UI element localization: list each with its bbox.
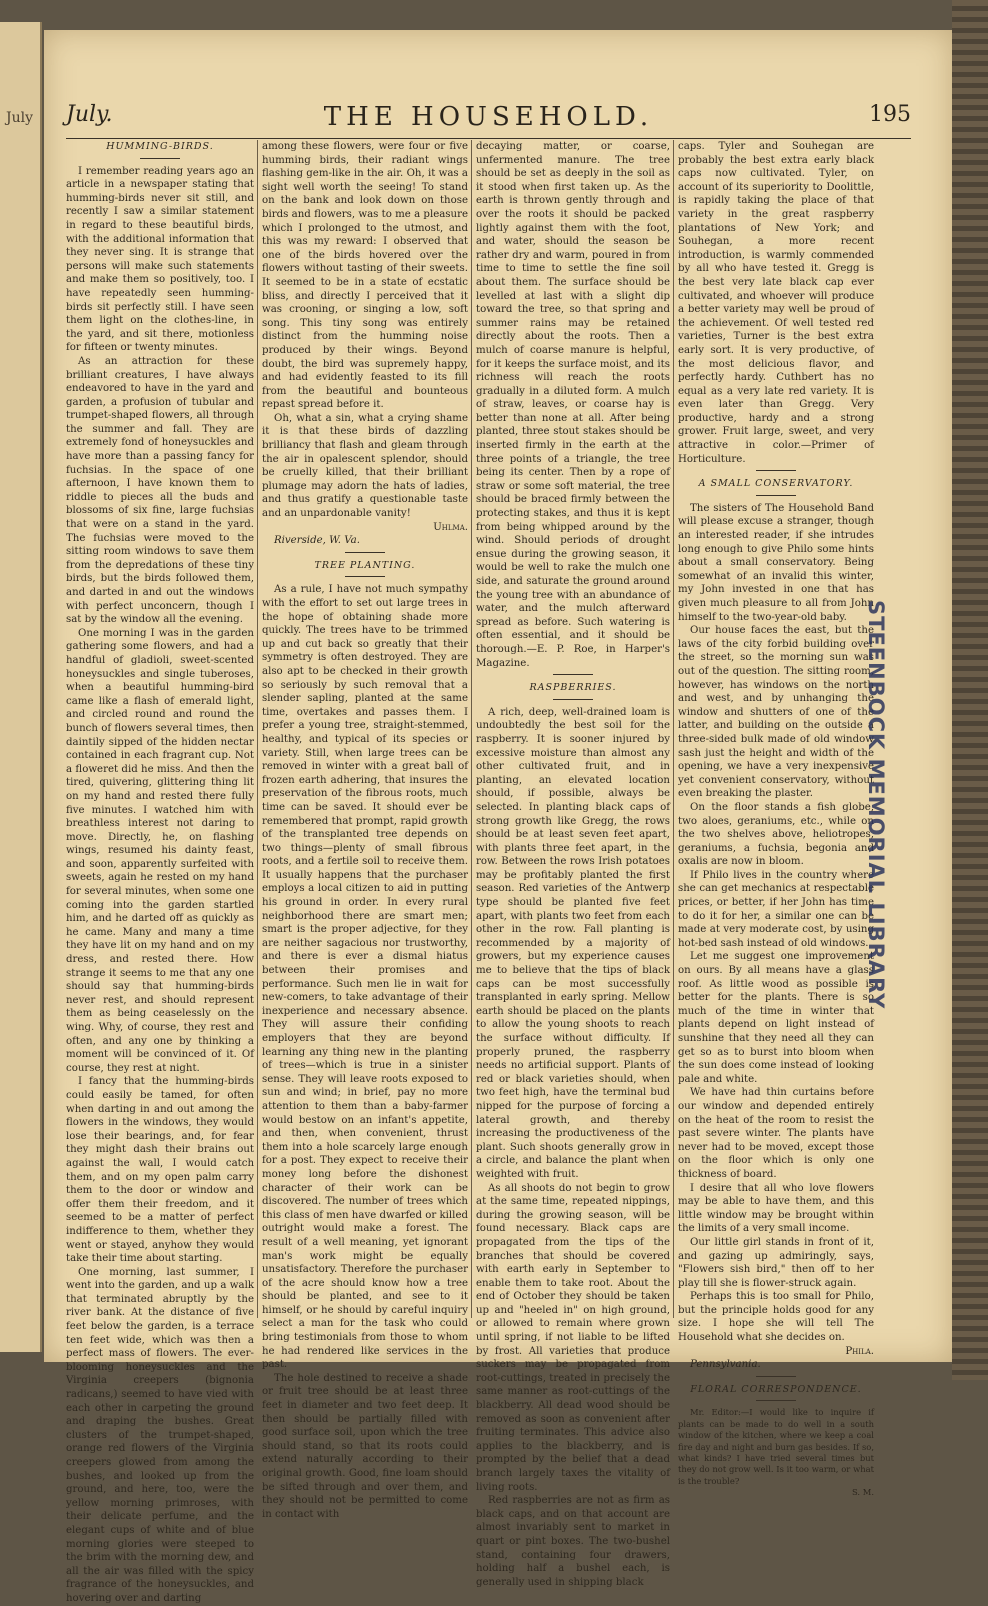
article-heading-raspberries: RASPBERRIES. xyxy=(529,682,617,694)
column-3 xyxy=(476,140,670,1588)
paragraph: Our house faces the east, but the laws of the city forbid building over the street, so the morning sun was out of the question. The sitting room, however, has windows on the north and west, and by unhanging the window and shutters of one of the latter, and building on the outside a three-sided bulk made of old window sash just the height and width of the opening, we have a very inexpensive yet convenient conservatory, without even breaking the plaster. xyxy=(678,625,874,800)
letter-paragraph: Mr. Editor:—I would like to inquire if plants can be made to do well in a south window of the kitchen, where we keep a coal fire day and night and burn gas besides. If so, what kinds? I have tried several times but they do not grow well. Is it too warm, or what is the trouble? xyxy=(678,1407,874,1486)
author-signature: Phila. xyxy=(845,1345,874,1357)
heading-rule xyxy=(140,158,180,159)
left-page-edge xyxy=(0,22,42,1352)
column-divider xyxy=(471,140,472,1318)
paragraph: Let me suggest one improvement on ours. By all means have a glass roof. As little wood as possible is better for the plants. There is so much of the time in winter that plants depend on light instead of sunshine that they need all they can get so as to burst into bloom when the sun does come instead of looking pale and white. xyxy=(678,951,874,1085)
column-1 xyxy=(66,140,254,1604)
paragraph: among these flowers, were four or five humming birds, their radiant wings flashing gem-like in the air. Oh, it was a sight well worth the seeing! To stand on the bank and look down on those birds and flowers, was to me a pleasure which I prolonged to the utmost, and this was my reward: I observed that one of the birds hovered over the flowers without tasting of their sweets. It seemed to be in a state of ecstatic bliss, and directly I perceived that it was crooning, or singing a low, soft song. This tiny song was entirely distinct from the humming noise produced by their wings. Beyond doubt, the bird was supremely happy, and had evidently feasted to its fill from the beautiful and bounteous repast spread before it. xyxy=(262,141,468,411)
column-divider xyxy=(673,140,674,1318)
left-page-header-fragment: July xyxy=(6,110,34,126)
paragraph: I desire that all who love flowers may be able to have them, and this little window may be brought within the limits of a very small income. xyxy=(678,1182,874,1235)
paragraph: As an attraction for these brilliant creatures, I have always endeavored to have in the yard and garden, a profusion of tubular and trumpet-shaped flowers, all through the summer and fall. They are extremely fond of honeysuckles and have more than a passing fancy for fuchsias. In the space of one afternoon, I have known them to riddle to pieces all the buds and blossoms of six fine, large fuchsias that were on a stand in the yard. The fuchsias were moved to the sitting room windows to save them from the depredations of these tiny birds, but the birds followed them, and darted in and out the windows with perfect unconcern, though I sat by the window all the evening. xyxy=(66,355,254,626)
paragraph: A rich, deep, well-drained loam is undoubtedly the best soil for the raspberry. It is sooner injured by excessive moisture than almost any other cultivated fruit, and in planting, an elevated location should, if possible, always be selected. In planting black caps of strong growth like Gregg, the rows should be at least seven feet apart, with plants three feet apart, in the row. Between the rows Irish potatoes may be profitably planted the first season. Red varieties of the Antwerp type should be planted five feet apart, with plants two feet from each other in the row. Fall planting is recommended by a majority of growers, but my experience causes me to believe that the tips of black caps can be most successfully transplanted in early spring. Mellow earth should be placed on the plants to allow the young shoots to reach the surface without difficulty. If properly pruned, the raspberry needs no artificial support. Plants of red or black varieties should, when two feet high, have the terminal bud nipped for the purpose of forcing a lateral growth, and thereby increasing the productiveness of the plant. Such shoots generally grow in a circle, and balance the plant when weighted with fruit. xyxy=(476,706,670,1180)
column-4 xyxy=(678,140,874,1498)
paragraph: One morning, last summer, I went into the garden, and up a walk that terminated abruptly by the river bank. At the distance of five feet below the garden, is a terrace ten feet wide, which was then a perfect mass of flowers. The ever-blooming honeysuckles and the Virginia creepers (bignonia radicans,) seemed to have vied with each other in carpeting the ground and draping the bushes. Great clusters of the trumpet-shaped, orange red flowers of the Virginia creepers glowed from among the bushes, and looked up from the ground, and here, too, were the yellow morning primroses, with their delicate perfume, and the elegant cups of white and of blue morning glories were steeped to the brim with the morning dew, and all the air was filled with the spicy fragrance of the honeysuckles, and hovering over and darting xyxy=(66,1266,254,1604)
page-number: 195 xyxy=(869,102,911,127)
publication-title: THE HOUSEHOLD. xyxy=(323,102,654,132)
article-heading-tree-planting: TREE PLANTING. xyxy=(314,559,416,571)
paragraph: Oh, what a sin, what a crying shame it is that these birds of dazzling brilliancy that flash and gleam through the air in opalescent splendor, should be cruelly killed, that their brilliant plumage may adorn the hats of ladies, and thus gratify a questionable taste and an unpardonable vanity! xyxy=(262,412,468,520)
heading-rule xyxy=(553,699,593,700)
article-heading-humming-birds: HUMMING-BIRDS. xyxy=(106,141,214,152)
paragraph: As all shoots do not begin to grow at the same time, repeated nippings, during the growing season, will be found necessary. Black caps are propagated from the tips of the branches that should be covered with earth early in September to enable them to take root. About the end of October they should be taken up and "heeled in" on high ground, or allowed to remain where grown until spring, if not liable to be lifted by frost. All varieties that produce suckers may be propagated from root-cuttings, treated in precisely the same manner as root-cuttings of the blackberry. All dead wood should be removed as soon as convenient after fruiting terminates. This advice also applies to the blackberry, and is prompted by the belief that a dead branch largely taxes the vitality of living roots. xyxy=(476,1182,670,1493)
paragraph: On the floor stands a fish globe, two aloes, geraniums, etc., while on the two shelves above, heliotropes, geraniums, a fuchsia, begonia and oxalis are now in bloom. xyxy=(678,801,874,868)
paragraph: As a rule, I have not much sympathy with the effort to set out large trees in the hope of obtaining shade more quickly. The trees have to be trimmed up and cut back so greatly that their symmetry is often destroyed. They are also apt to be checked in their growth so seriously by such removal that a slender sapling, planted at the same time, overtakes and passes them. I prefer a young tree, straight-stemmed, healthy, and typical of its species or variety. Still, when large trees can be removed in winter with a great ball of frozen earth adhering, that insures the preservation of the fibrous roots, much time can be saved. It should ever be remembered that prompt, rapid growth of the transplanted tree depends on two things—plenty of small fibrous roots, and a fertile soil to receive them. It usually happens that the purchaser employs a local citizen to aid in putting his ground in order. In every rural neighborhood there are smart men; smart is the proper adjective, for they are neither sagacious nor trustworthy, and there is ever a dismal hiatus between their promises and performance. Such men lie in wait for new-comers, to take advantage of their inexperience and necessary absence. They will assure their confiding employers that they are beyond learning any thing new in the planting of trees—which is true in a sinister sense. They will leave roots exposed to sun and wind; in brief, pay no more attention to them than a baby-farmer would bestow on an infant's appetite, and then, when convenient, thrust them into a hole scarcely large enough for a post. They expect to receive their money long before the dishonest character of their work can be discovered. The number of trees which this class of men have dwarfed or killed outright would make a forest. The result of a well meaning, yet ignorant man's work might be equally unsatisfactory. Therefore the purchaser of the acre should know how a tree should be planted, and see to it himself, or he should by careful inquiry select a man for the task who could bring testimonials from those to whom he had rendered like services in the past. xyxy=(262,584,468,1371)
heading-rule xyxy=(756,495,796,496)
library-stamp xyxy=(864,600,888,660)
masthead xyxy=(66,102,911,139)
section-rule xyxy=(756,470,796,471)
section-rule xyxy=(345,552,385,553)
paragraph: I fancy that the humming-birds could easily be tamed, for often when darting in and out among the flowers in the windows, they would lose their bearings, and, for fear they might dash their brains out against the wall, I would catch them, and on my open palm carry them to the door or window and offer them their freedom, and it seemed to be a matter of perfect indifference to them, whether they went or stayed, anyhow they would take their time about starting. xyxy=(66,1076,254,1265)
paragraph: Perhaps this is too small for Philo, but the principle holds good for any size. I hope she will tell The Household what she decides on. xyxy=(678,1291,874,1344)
paragraph: The sisters of The Household Band will please excuse a stranger, though an interested reader, if she intrudes long enough to give Philo some hints about a small conservatory. Being somewhat of an invalid this winter, my John invested in one that has given much pleasure to all from John himself to the two-year-old baby. xyxy=(678,502,874,623)
article-heading-floral-correspondence: FLORAL CORRESPONDENCE. xyxy=(690,1383,862,1395)
heading-rule xyxy=(345,576,385,577)
paragraph: One morning I was in the garden gathering some flowers, and had a handful of gladioli, sweet-scented honeysuckles and single tuberoses, when a beautiful humming-bird came like a flash of emerald light, and circled round and round the bunch of flowers several times, then daintily sipped of the hidden nectar contained in each fragrant cup. Not a floweret did he miss. And then the tired, quivering, glittering thing lit on my hand and rested there fully five minutes. I watched him with breathless interest not daring to move. Directly, he, on flashing wings, resumed his dainty feast, and soon, apparently surfeited with sweets, again he rested on my hand for several minutes, when some one coming into the garden startled him, and he darted off as quickly as he came. Many and many a time they have lit on my hand and on my dress, and rested there. How strange it seems to me that any one should say that humming-birds never rest, and should represent them as being ceaselessly on the wing. Why, of course, they rest and often, and any one by thinking a moment will be convinced of it. Of course, they rest at night. xyxy=(66,627,254,1074)
author-signature: S. M. xyxy=(851,1487,874,1498)
heading-rule xyxy=(756,1400,796,1401)
paragraph: I remember reading years ago an article in a newspaper stating that humming-birds never sit still, and recently I saw a similar statement in regard to these beautiful birds, with the additional information that they never sing. It is strange that persons will make such statements and make them so positively, too. I have repeatedly seen humming-birds sit perfectly still. I have seen them light on the clothes-line, in the yard, and sit there, motionless for fifteen or twenty minutes. xyxy=(66,165,254,354)
issue-month: July. xyxy=(66,102,113,127)
paragraph: We have had thin curtains before our window and depended entirely on the heat of the room to resist the past severe winter. The plants have never had to be moved, except those on the floor which is only one thickness of board. xyxy=(678,1087,874,1180)
book-binding-edge xyxy=(952,0,988,1380)
author-location: Pennsylvania. xyxy=(690,1359,761,1371)
section-rule xyxy=(756,1376,796,1377)
paragraph: caps. Tyler and Souhegan are probably the best extra early black caps now cultivated. Tyler, on account of its superiority to Doolittle, is rapidly taking the place of that variety in the great raspberry plantations of New York; and Souhegan, a more recent introduction, is warmly commended by all who have tested it. Gregg is the best very late black cap ever cultivated, and whoever will produce a better variety may well be proud of the achievement. Of well tested red varieties, Turner is the best extra early sort. It is very productive, of the most delicious flavor, and perfectly hardy. Cuthbert has no equal as a very late red variety. It is even later than Gregg. Very productive, hardy and a strong grower. Fruit large, sweet, and very attractive in color.—Primer of Horticulture. xyxy=(678,141,874,465)
paragraph: The hole destined to receive a shade or fruit tree should be at least three feet in diameter and two feet deep. It then should be partially filled with good surface soil, upon which the tree should stand, so that its roots could extend naturally according to their original growth. Good, fine loam should be sifted through and over them, and they should not be permitted to come in contact with xyxy=(262,1372,468,1520)
column-divider xyxy=(257,140,258,1318)
column-2 xyxy=(262,140,468,1520)
author-location: Riverside, W. Va. xyxy=(274,535,360,547)
article-heading-small-conservatory: A SMALL CONSERVATORY. xyxy=(698,478,854,490)
author-signature: Uhlma. xyxy=(433,521,468,533)
paragraph: decaying matter, or coarse, unfermented manure. The tree should be set as deeply in the soil as it stood when first taken up. As the earth is thrown gently through and over the roots it should be packed lightly against them with the foot, and water, should the season be rather dry and warm, poured in from time to time to settle the fine soil about them. The surface should be levelled at last with a slight dip toward the tree, so that spring and summer rains may be retained directly about the roots. Then a mulch of coarse manure is helpful, for it keeps the surface moist, and its richness will reach the roots gradually in a diluted form. A mulch of straw, leaves, or coarse hay is better than none at all. After being planted, three stout stakes should be inserted firmly in the earth at the three points of a triangle, the tree being its center. Then by a rope of straw or some soft material, the tree should be braced firmly between the protecting stakes, and thus it is kept from being whipped around by the wind. Should periods of drought ensue during the growing season, it would be well to rake the mulch one side, and saturate the ground around the young tree with an abundance of water, and the mulch afterward spread as before. Such watering is often essential, and it should be thorough.—E. P. Roe, in Harper's Magazine. xyxy=(476,141,670,669)
paragraph: If Philo lives in the country where she can get mechanics at respectable prices, or better, if her John has time to do it for her, a similar one can be made at very moderate cost, by using hot-bed sash instead of old windows. xyxy=(678,869,874,949)
section-rule xyxy=(553,674,593,675)
paragraph: Red raspberries are not as firm as black caps, and on that account are almost invariably sent to market in quart or pint boxes. The two-bushel stand, containing four drawers, holding half a bushel each, is generally used in shipping black xyxy=(476,1495,670,1588)
paragraph: Our little girl stands in front of it, and gazing up admiringly, says, "Flowers sish bird," then off to her play till she is flower-struck again. xyxy=(678,1236,874,1289)
